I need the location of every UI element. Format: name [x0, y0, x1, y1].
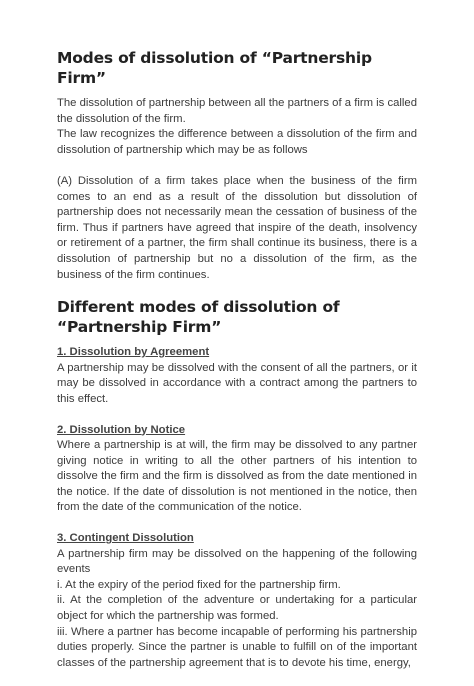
- section-heading: 3. Contingent Dissolution: [57, 532, 194, 545]
- section-contingent-dissolution: [57, 531, 417, 671]
- section-dissolution-by-notice: [57, 423, 417, 517]
- point-a-paragraph: (A) Dissolution of a firm takes place when the business of the firm comes to an end as a result of the dissolution but dissolution of partnership does not necessarily mean the cessation of business of the firm. Thus if partners have agreed that inspire of the death, insolvency or retirement of a partner, the firm shall continue its business, there is a dissolution of partnership but no a dissolution of the firm, as the business of the firm continues.: [57, 174, 417, 281]
- intro-paragraph-1: The dissolution of partnership between all the partners of a firm is called the dissolution of the firm.: [57, 97, 417, 125]
- list-item: i. At the expiry of the period fixed for the partnership firm.: [57, 578, 341, 591]
- page-title: Modes of dissolution of “Partnership Firm”: [57, 49, 372, 87]
- list-item: iii. Where a partner has become incapable of performing his partnership duties properly. Since the partner is unable to fulfill on of the important classes of the partnership agreement that is to devote his time, energy,: [57, 625, 417, 669]
- section-title: Different modes of dissolution of “Partnership Firm”: [57, 298, 340, 337]
- section-paragraph: Where a partnership is at will, the firm may be dissolved to any partner giving notice in writing to all the other partners of his intention to dissolve the firm and the firm is dissolved as from the date mentioned in the notice. If the date of dissolution is not mentioned in the notice, then from the date of the communication of the notice.: [57, 439, 417, 514]
- section-heading: 1. Dissolution by Agreement: [57, 346, 210, 359]
- intro-paragraph-2: The law recognizes the difference between a dissolution of the firm and dissolution of partnership which may be as follows: [57, 128, 417, 156]
- paragraph-gap: [57, 158, 417, 174]
- section-paragraph: A partnership firm may be dissolved on the happening of the following events: [57, 547, 417, 576]
- section-heading: 2. Dissolution by Notice: [57, 423, 186, 436]
- section-dissolution-by-agreement: [57, 345, 417, 407]
- section-paragraph: A partnership may be dissolved with the consent of all the partners, or it may be dissolved in accordance with a contract among the partners to this effect.: [57, 361, 417, 405]
- list-item: ii. At the completion of the adventure or undertaking for a particular object for which the partnership was formed.: [57, 594, 417, 623]
- document-page: [57, 48, 417, 686]
